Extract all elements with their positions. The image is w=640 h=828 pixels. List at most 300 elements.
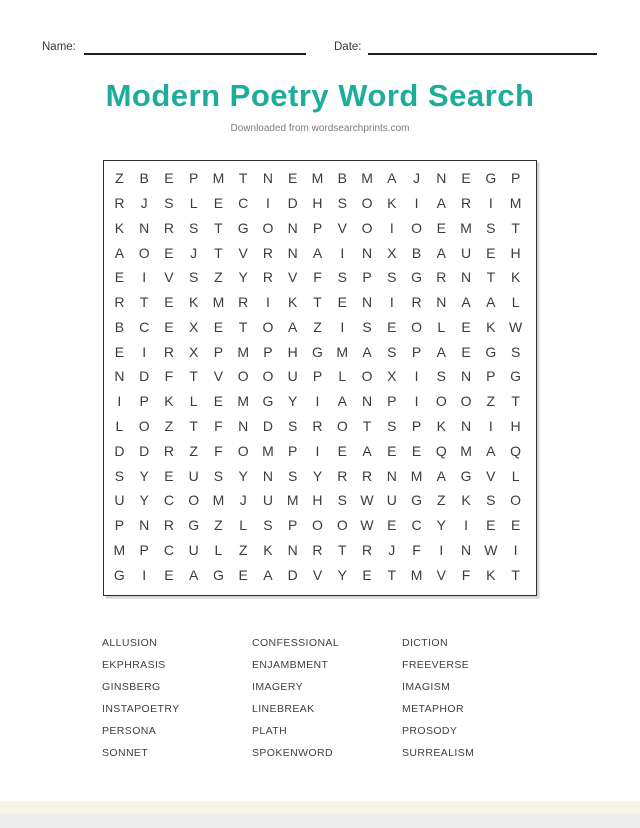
word-item: EKPHRASIS — [102, 659, 166, 671]
grid-letter: R — [163, 517, 174, 534]
grid-letter: R — [163, 343, 174, 360]
grid-letter: I — [142, 566, 147, 583]
word-item: PROSODY — [402, 725, 458, 737]
grid-letter: M — [336, 343, 349, 360]
grid-letter: C — [238, 195, 249, 212]
grid-letter: G — [262, 393, 274, 410]
grid-letter: T — [313, 294, 322, 311]
grid-letter: I — [117, 393, 122, 410]
grid-letter: E — [387, 318, 397, 335]
grid-letter: X — [188, 343, 199, 360]
grid-letter: O — [138, 418, 150, 435]
grid-letter: I — [266, 195, 270, 212]
grid-letter: P — [114, 517, 125, 534]
grid-letter: Y — [337, 566, 347, 583]
grid-letter: I — [414, 195, 419, 212]
grid-letter: N — [436, 294, 447, 311]
grid-letter: E — [436, 219, 446, 236]
grid-letter: G — [212, 566, 224, 583]
grid-letter: K — [114, 219, 125, 236]
grid-letter: U — [262, 492, 274, 509]
grid-letter: S — [337, 195, 347, 212]
grid-letter: Y — [238, 467, 248, 484]
grid-letter: M — [410, 566, 423, 583]
grid-letter: K — [188, 294, 199, 311]
grid-letter: E — [164, 566, 174, 583]
grid-letter: P — [213, 343, 224, 360]
grid-letter: P — [486, 368, 496, 385]
grid-letter: A — [436, 244, 446, 261]
grid-letter: T — [511, 219, 520, 236]
grid-letter: I — [439, 541, 444, 558]
grid-letter: M — [460, 442, 472, 459]
grid-letter: N — [114, 368, 125, 385]
grid-letter: A — [188, 566, 199, 583]
grid-letter: Y — [139, 467, 149, 484]
grid-letter: A — [387, 170, 397, 187]
grid-letter: B — [114, 318, 125, 335]
grid-letter: A — [436, 195, 446, 212]
grid-letter: V — [288, 269, 298, 286]
grid-letter: H — [312, 492, 323, 509]
grid-letter: Y — [288, 393, 298, 410]
grid-letter: V — [436, 566, 446, 583]
grid-letter: K — [486, 318, 496, 335]
grid-letter: I — [389, 219, 394, 236]
grid-letter: E — [114, 343, 125, 360]
word-item: SONNET — [102, 747, 149, 759]
grid-letter: A — [312, 244, 323, 261]
grid-letter: M — [460, 219, 472, 236]
grid-letter: P — [411, 343, 422, 360]
grid-letter: O — [361, 195, 373, 212]
word-item: INSTAPOETRY — [102, 703, 180, 715]
grid-letter: K — [510, 269, 521, 286]
grid-letter: O — [435, 393, 447, 410]
word-column — [402, 632, 474, 764]
grid-letter: A — [288, 318, 298, 335]
grid-letter: P — [411, 418, 422, 435]
grid-letter: J — [239, 492, 247, 509]
grid-letter: L — [189, 195, 198, 212]
grid-letter: R — [411, 294, 422, 311]
word-item: SPOKENWORD — [252, 747, 334, 759]
grid-letter: M — [509, 195, 522, 212]
grid-letter: Z — [214, 517, 223, 534]
grid-letter: P — [188, 170, 199, 187]
grid-letter: S — [337, 269, 347, 286]
grid-letter: X — [387, 368, 397, 385]
grid-letter: T — [511, 393, 520, 410]
grid-letter: I — [315, 442, 320, 459]
grid-letter: E — [164, 318, 174, 335]
grid-letter: R — [262, 269, 274, 286]
grid-letter: K — [486, 566, 496, 583]
grid-letter: L — [437, 318, 446, 335]
grid-letter: G — [485, 170, 497, 187]
grid-letter: V — [213, 368, 224, 385]
grid-letter: K — [164, 393, 174, 410]
grid-letter: A — [436, 467, 446, 484]
page-title: Modern Poetry Word Search — [105, 78, 535, 113]
grid-letter: L — [511, 294, 520, 311]
grid-letter: E — [461, 170, 471, 187]
grid-letter: L — [214, 541, 223, 558]
grid-letter: O — [188, 492, 200, 509]
word-item: CONFESSIONAL — [252, 637, 340, 649]
grid-letter: L — [239, 517, 248, 534]
grid-letter: R — [262, 244, 274, 261]
grid-letter: E — [461, 343, 471, 360]
grid-letter: G — [113, 566, 125, 583]
grid-letter: P — [139, 393, 149, 410]
grid-letter: I — [142, 343, 147, 360]
grid-letter: R — [163, 219, 174, 236]
wordsearch-grid — [103, 160, 537, 596]
grid-letter: F — [313, 269, 322, 286]
grid-letter: O — [361, 368, 373, 385]
grid-letter: S — [387, 418, 397, 435]
word-column — [102, 632, 180, 764]
grid-letter: U — [461, 244, 472, 261]
grid-letter: R — [361, 541, 373, 558]
grid-letter: G — [485, 343, 497, 360]
grid-letter: I — [488, 418, 493, 435]
grid-letter: H — [312, 195, 323, 212]
grid-letter: R — [461, 195, 472, 212]
grid-letter: Z — [238, 541, 248, 558]
grid-letter: L — [511, 467, 520, 484]
grid-letter: O — [361, 219, 373, 236]
grid-letter: M — [361, 170, 373, 187]
grid-letter: G — [510, 368, 522, 385]
date-blank-line — [368, 53, 597, 55]
grid-letter: U — [188, 467, 199, 484]
grid-letter: E — [288, 170, 298, 187]
word-item: IMAGERY — [252, 681, 304, 693]
grid-letter: U — [188, 541, 199, 558]
grid-letter: D — [287, 566, 298, 583]
grid-letter: D — [262, 418, 274, 435]
word-item: FREEVERSE — [402, 659, 470, 671]
grid-letter: G — [312, 343, 323, 360]
grid-letter: K — [263, 541, 273, 558]
grid-letter: Z — [313, 318, 322, 335]
grid-letter: T — [189, 418, 198, 435]
grid-letter: O — [262, 368, 274, 385]
grid-letter: W — [484, 541, 498, 558]
grid-letter: E — [387, 517, 397, 534]
grid-letter: I — [315, 393, 320, 410]
grid-letter: V — [337, 219, 347, 236]
footer-band-gray — [0, 813, 640, 828]
grid-letter: D — [287, 195, 298, 212]
grid-letter: B — [411, 244, 422, 261]
grid-letter: Q — [435, 442, 447, 459]
grid-letter: M — [113, 541, 126, 558]
grid-letter: D — [139, 368, 150, 385]
grid-letter: P — [362, 269, 372, 286]
grid-letter: O — [312, 517, 323, 534]
grid-letter: E — [213, 393, 224, 410]
grid-letter: S — [362, 318, 372, 335]
grid-letter: O — [138, 244, 150, 261]
grid-letter: E — [387, 442, 397, 459]
grid-letter: O — [262, 318, 274, 335]
grid-letter: O — [411, 219, 422, 236]
grid-letter: N — [287, 244, 298, 261]
word-item: ALLUSION — [102, 637, 158, 649]
grid-letter: W — [509, 318, 523, 335]
grid-letter: S — [114, 467, 125, 484]
grid-letter: I — [389, 294, 394, 311]
grid-letter: T — [238, 170, 248, 187]
grid-letter: Z — [214, 269, 223, 286]
grid-letter: V — [312, 566, 323, 583]
grid-letter: E — [164, 294, 174, 311]
grid-letter: N — [139, 219, 150, 236]
word-item: METAPHOR — [402, 703, 464, 715]
grid-letter: S — [510, 343, 521, 360]
grid-letter: Y — [139, 492, 149, 509]
attribution-text: Downloaded from wordsearchprints.com — [230, 123, 410, 134]
grid-letter: L — [338, 368, 347, 385]
grid-letter: H — [510, 418, 521, 435]
grid-letter: S — [263, 517, 273, 534]
grid-letter: G — [237, 219, 249, 236]
grid-letter: T — [139, 294, 149, 311]
grid-letter: A — [362, 343, 372, 360]
grid-letter: H — [287, 343, 298, 360]
grid-letter: F — [461, 566, 471, 583]
grid-letter: A — [486, 294, 496, 311]
grid-letter: I — [513, 541, 518, 558]
grid-letter: O — [237, 368, 249, 385]
grid-letter: S — [288, 467, 298, 484]
grid-letter: U — [386, 492, 397, 509]
grid-letter: E — [213, 318, 224, 335]
footer-band-cream — [0, 801, 640, 813]
grid-letter: S — [164, 195, 174, 212]
grid-letter: T — [337, 541, 347, 558]
grid-letter: C — [163, 492, 174, 509]
grid-letter: N — [139, 517, 150, 534]
grid-letter: M — [237, 393, 250, 410]
grid-letter: M — [262, 442, 274, 459]
grid-letter: Y — [238, 269, 248, 286]
grid-letter: J — [388, 541, 396, 558]
grid-letter: N — [287, 219, 298, 236]
grid-letter: E — [164, 467, 174, 484]
grid-letter: O — [336, 517, 348, 534]
grid-letter: G — [460, 467, 472, 484]
grid-letter: T — [238, 318, 248, 335]
date-label: Date: — [334, 41, 362, 53]
grid-letter: Y — [436, 517, 446, 534]
grid-letter: N — [361, 294, 373, 311]
grid-letter: A — [362, 442, 372, 459]
grid-letter: N — [386, 467, 397, 484]
grid-letter: G — [188, 517, 200, 534]
grid-letter: R — [312, 541, 323, 558]
grid-letter: F — [214, 418, 223, 435]
grid-letter: J — [190, 244, 198, 261]
grid-letter: M — [212, 170, 225, 187]
grid-letter: Y — [312, 467, 323, 484]
grid-letter: M — [311, 170, 324, 187]
grid-letter: I — [142, 269, 147, 286]
grid-letter: B — [337, 170, 347, 187]
grid-letter: O — [510, 492, 522, 509]
word-item: GINSBERG — [102, 681, 161, 693]
grid-letter: F — [214, 442, 223, 459]
grid-letter: J — [140, 195, 148, 212]
grid-letter: W — [360, 517, 374, 534]
grid-letter: T — [214, 219, 223, 236]
grid-letter: Z — [437, 492, 446, 509]
grid-letter: N — [361, 244, 373, 261]
word-item: PLATH — [252, 725, 288, 737]
grid-letter: Q — [510, 442, 522, 459]
grid-letter: E — [486, 517, 496, 534]
grid-letter: K — [387, 195, 397, 212]
grid-letter: N — [461, 368, 472, 385]
grid-letter: N — [361, 393, 373, 410]
grid-letter: K — [288, 294, 298, 311]
grid-letter: F — [164, 368, 174, 385]
word-column — [252, 632, 339, 764]
grid-letter: J — [413, 170, 421, 187]
grid-letter: R — [238, 294, 249, 311]
grid-letter: I — [266, 294, 270, 311]
grid-letter: R — [361, 467, 373, 484]
grid-letter: Z — [164, 418, 174, 435]
grid-letter: E — [510, 517, 521, 534]
grid-letter: V — [164, 269, 174, 286]
grid-letter: T — [486, 269, 496, 286]
grid-letter: I — [340, 318, 345, 335]
word-item: IMAGISM — [402, 681, 451, 693]
grid-letter: E — [238, 566, 248, 583]
grid-letter: H — [510, 244, 521, 261]
grid-letter: S — [337, 492, 347, 509]
grid-letter: T — [511, 566, 520, 583]
grid-letter: T — [387, 566, 397, 583]
grid-letter: A — [486, 442, 496, 459]
grid-letter: A — [337, 393, 347, 410]
grid-letter: C — [411, 517, 422, 534]
grid-letter: U — [287, 368, 298, 385]
grid-letter: O — [460, 393, 472, 410]
grid-letter: O — [262, 219, 274, 236]
grid-letter: O — [237, 442, 249, 459]
grid-letter: T — [214, 244, 223, 261]
grid-letter: C — [139, 318, 150, 335]
grid-letter: E — [213, 195, 224, 212]
grid-letter: N — [262, 467, 274, 484]
grid-letter: L — [189, 393, 198, 410]
grid-letter: E — [461, 318, 471, 335]
grid-letter: R — [114, 294, 125, 311]
grid-letter: X — [188, 318, 199, 335]
grid-letter: S — [486, 492, 496, 509]
grid-letter: T — [189, 368, 198, 385]
grid-letter: N — [238, 418, 249, 435]
grid-letter: N — [436, 170, 447, 187]
grid-letter: B — [139, 170, 149, 187]
grid-letter: E — [164, 244, 174, 261]
grid-letter: N — [262, 170, 274, 187]
grid-letter: R — [337, 467, 348, 484]
name-label: Name: — [42, 41, 76, 53]
grid-letter: P — [387, 393, 397, 410]
grid-letter: E — [486, 244, 496, 261]
grid-letter: R — [114, 195, 125, 212]
grid-letter: S — [288, 418, 298, 435]
grid-letter: P — [139, 541, 149, 558]
grid-letter: Z — [189, 442, 198, 459]
word-item: PERSONA — [102, 725, 157, 737]
grid-letter: K — [461, 492, 471, 509]
grid-letter: S — [188, 269, 199, 286]
grid-letter: O — [411, 318, 422, 335]
grid-letter: I — [464, 517, 469, 534]
grid-letter: S — [486, 219, 496, 236]
grid-letter: F — [412, 541, 421, 558]
grid-letter: A — [263, 566, 273, 583]
name-blank-line — [84, 53, 306, 55]
grid-letter: E — [362, 566, 372, 583]
grid-letter: E — [164, 170, 174, 187]
grid-letter: P — [263, 343, 273, 360]
grid-letter: P — [288, 442, 298, 459]
grid-letter: X — [387, 244, 397, 261]
grid-letter: R — [312, 418, 323, 435]
grid-letter: M — [212, 294, 225, 311]
grid-letter: S — [436, 368, 446, 385]
grid-letter: D — [139, 442, 150, 459]
grid-letter: L — [115, 418, 124, 435]
grid-letter: A — [114, 244, 125, 261]
grid-letter: P — [510, 170, 521, 187]
grid-letter: A — [461, 294, 471, 311]
word-item: SURREALISM — [402, 747, 475, 759]
grid-letter: C — [163, 541, 174, 558]
grid-letter: G — [411, 269, 422, 286]
grid-letter: S — [387, 269, 397, 286]
grid-letter: D — [114, 442, 125, 459]
word-item: ENJAMBMENT — [252, 659, 329, 671]
grid-letter: V — [486, 467, 496, 484]
grid-letter: I — [414, 368, 419, 385]
grid-letter: V — [238, 244, 248, 261]
grid-letter: I — [340, 244, 345, 261]
grid-letter: E — [411, 442, 422, 459]
grid-letter: S — [188, 219, 199, 236]
grid-letter: W — [360, 492, 374, 509]
grid-letter: M — [286, 492, 299, 509]
grid-letter: N — [461, 541, 472, 558]
grid-letter: I — [414, 393, 419, 410]
grid-letter: O — [336, 418, 348, 435]
grid-letter: S — [387, 343, 397, 360]
grid-letter: I — [488, 195, 493, 212]
word-item: LINEBREAK — [252, 703, 315, 715]
grid-letter: P — [312, 368, 323, 385]
grid-letter: U — [114, 492, 125, 509]
grid-letter: Z — [115, 170, 124, 187]
grid-letter: P — [288, 517, 298, 534]
